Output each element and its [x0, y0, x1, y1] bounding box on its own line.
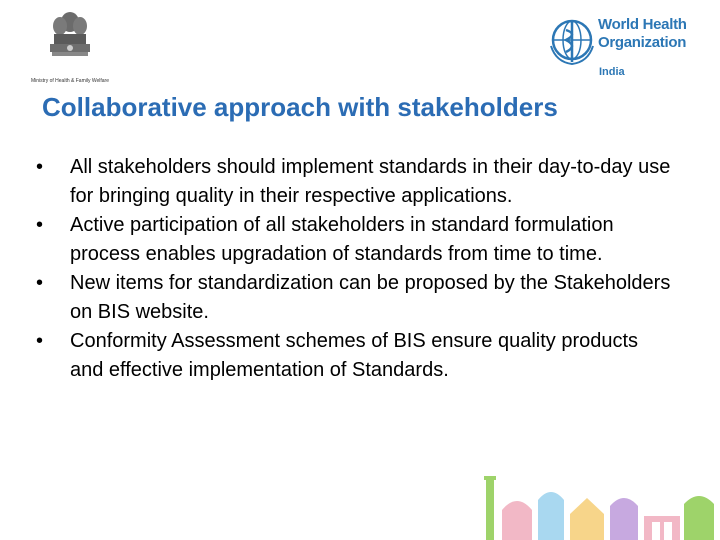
slide-title: Collaborative approach with stakeholders — [42, 92, 558, 122]
who-name-line2: Organization — [598, 34, 687, 51]
bullet-dot: • — [36, 330, 44, 352]
bullet-item — [36, 269, 676, 327]
bullet-item — [36, 211, 676, 269]
bullet-text: New items for standardization can be proposed by the Stakeholders on BIS website. — [70, 272, 671, 323]
who-logo — [548, 14, 698, 84]
bullet-dot: • — [36, 214, 44, 236]
bullet-dot: • — [36, 272, 44, 294]
bullet-text: Conformity Assessment schemes of BIS ensure quality products and effective implementation of Standards. — [70, 330, 639, 381]
who-emblem-icon — [548, 16, 596, 68]
bullet-item — [36, 327, 676, 385]
ministry-logo — [30, 8, 110, 92]
bullet-text: All stakeholders should implement standards in their day-to-day use for bringing quality in their respective applications. — [70, 156, 671, 207]
who-name-line1: World Health — [598, 16, 687, 33]
bullet-text: Active participation of all stakeholders in standard formulation process enables upgradation of standards from time to time. — [70, 214, 614, 265]
bullet-list — [36, 153, 676, 385]
bullet-item — [36, 153, 676, 211]
bullet-dot: • — [36, 156, 44, 178]
who-country: India — [599, 66, 625, 78]
ministry-name: Ministry of Health & Family Welfare — [31, 78, 109, 84]
who-name — [598, 16, 687, 52]
ashoka-emblem-icon — [40, 8, 100, 76]
india-monuments-skyline-icon — [476, 470, 720, 540]
